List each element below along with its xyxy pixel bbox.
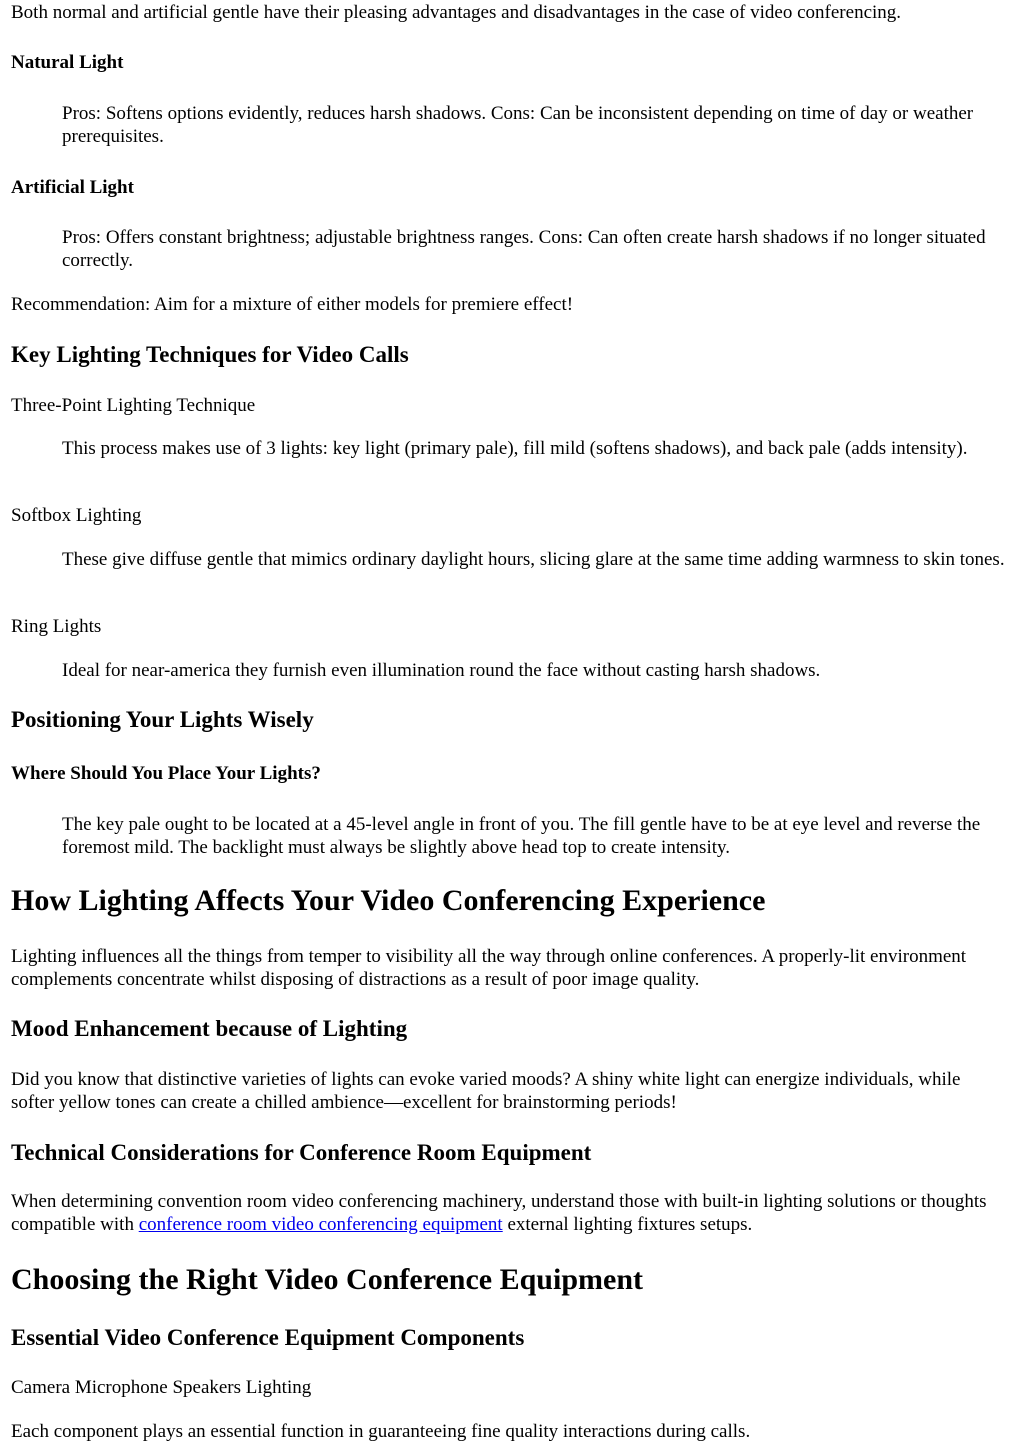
choosing-heading: Choosing the Right Video Conference Equipment (11, 1263, 643, 1296)
technical-heading: Technical Considerations for Conference Room Equipment (11, 1140, 592, 1165)
positioning-heading: Positioning Your Lights Wisely (11, 707, 314, 732)
technique-term: Ring Lights (11, 616, 102, 637)
equipment-link[interactable]: conference room video conferencing equipment (138, 1214, 503, 1235)
natural-light-description: Pros: Softens options evidently, reduces harsh shadows. Cons: Can be inconsistent depending on time of day or weather prerequisites. (62, 103, 974, 147)
affects-paragraph: Lighting influences all the things from temper to visibility all the way through online conferences. A properly-lit environment complements concentrate whilst disposing of distractions as a result of poor image quality. (11, 946, 967, 990)
intro-paragraph: Both normal and artificial gentle have their pleasing advantages and disadvantages in the case of video conferencing. (11, 2, 902, 23)
artificial-light-description: Pros: Offers constant brightness; adjustable brightness ranges. Cons: Can often create harsh shadows if no longer situated correctly. (62, 227, 986, 271)
technique-term: Softbox Lighting (11, 505, 142, 526)
techniques-heading: Key Lighting Techniques for Video Calls (11, 342, 409, 367)
technical-text-after: external lighting fixtures setups. (502, 1214, 753, 1235)
positioning-description: The key pale ought to be located at a 45-level angle in front of you. The fill gentle have to be at eye level and reverse the foremost mild. The backlight must always be slightly above head top to create intensity. (62, 814, 981, 858)
mood-paragraph: Did you know that distinctive varieties of lights can evoke varied moods? A shiny white light can energize individuals, while softer yellow tones can create a chilled ambience—excellent for brainstorming periods! (11, 1069, 961, 1113)
components-paragraph: Each component plays an essential function in guaranteeing fine quality interactions during calls. (11, 1421, 751, 1442)
components-list: Camera Microphone Speakers Lighting (11, 1377, 312, 1398)
mood-heading: Mood Enhancement because of Lighting (11, 1016, 408, 1041)
technical-text-before: When determining convention room video conferencing machinery, understand those with built-in lighting solutions or thoughts compatible with (11, 1191, 987, 1235)
positioning-subheading: Where Should You Place Your Lights? (11, 763, 321, 784)
technique-description: These give diffuse gentle that mimics ordinary daylight hours, slicing glare at the same time adding warmness to skin tones. (62, 549, 1005, 570)
recommendation-paragraph: Recommendation: Aim for a mixture of either models for premiere effect! (11, 294, 574, 315)
affects-heading: How Lighting Affects Your Video Conferencing Experience (11, 884, 766, 917)
components-heading: Essential Video Conference Equipment Components (11, 1325, 525, 1350)
technique-description: Ideal for near-america they furnish even illumination round the face without casting harsh shadows. (62, 660, 821, 681)
technique-term: Three-Point Lighting Technique (11, 395, 256, 416)
natural-light-heading: Natural Light (11, 52, 124, 73)
technical-paragraph (11, 1190, 1006, 1236)
technique-description: This process makes use of 3 lights: key light (primary pale), fill mild (softens shadows), and back pale (adds intensity). (62, 438, 968, 459)
artificial-light-heading: Artificial Light (11, 177, 134, 198)
